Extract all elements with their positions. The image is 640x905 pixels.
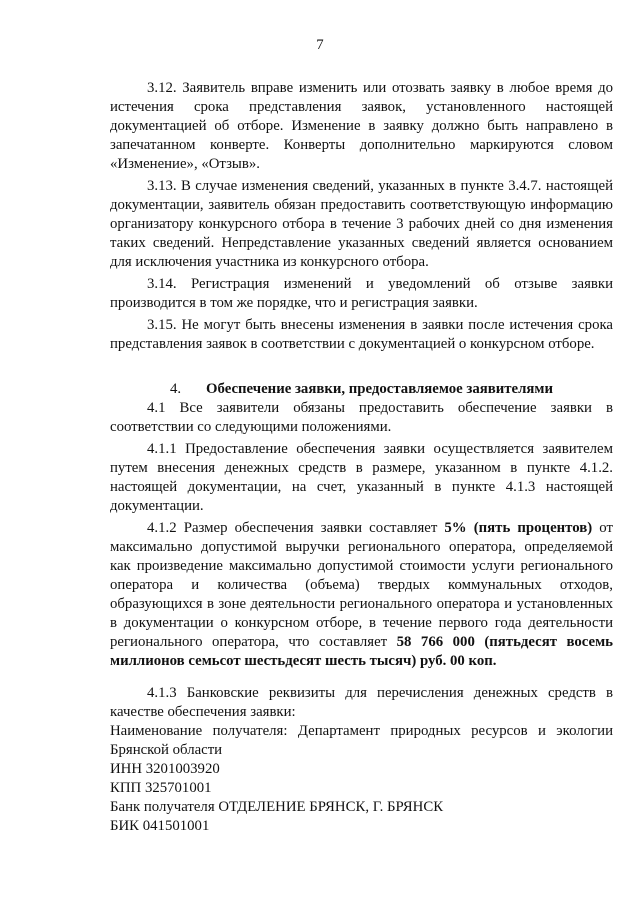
paragraph-3-14: 3.14. Регистрация изменений и уведомлений об отзыве заявки производится в том же порядке, что и регистрация заявки. <box>110 276 613 311</box>
paragraph-4-1-2-intro: 4.1.2 Размер обеспечения заявки составляет <box>147 520 445 536</box>
bank-line: Банк получателя ОТДЕЛЕНИЕ БРЯНСК, Г. БРЯНСК <box>110 799 444 815</box>
paragraph-4-1-3: 4.1.3 Банковские реквизиты для перечисления денежных средств в качестве обеспечения заявки: <box>110 685 613 720</box>
recipient-name: Наименование получателя: Департамент природных ресурсов и экологии Брянской области <box>110 723 613 758</box>
section-4-title: Обеспечение заявки, предоставляемое заявителями <box>206 381 554 397</box>
deposit-amount: 58 766 000 (пятьдесят восемь миллионов семьсот шестьдесят шесть тысяч) руб. 00 коп. <box>110 634 613 669</box>
deposit-percent: 5% (пять процентов) <box>444 520 593 536</box>
page-content <box>110 79 613 836</box>
paragraph-4-1-1: 4.1.1 Предоставление обеспечения заявки осуществляется заявителем путем внесения денежных средств в размере, указанном в пункте 4.1.2. настоящей документации, на счет, указанный в пункте 4.1.3 настоящей документации. <box>110 441 613 514</box>
page-number: 7 <box>316 37 324 53</box>
bik-line: БИК 041501001 <box>110 818 210 834</box>
paragraph-3-12: 3.12. Заявитель вправе изменить или отозвать заявку в любое время до истечения срока представления заявок, установленного настоящей документацией об отборе. Изменение в заявку должно быть направлено в запечатанном конверте. Конверты дополнительно маркируются словом «Изменение», «Отзыв». <box>110 80 613 172</box>
paragraph-3-13: 3.13. В случае изменения сведений, указанных в пункте 3.4.7. настоящей документации, заявитель обязан предоставить соответствующую информацию организатору конкурсного отбора в течение 3 рабочих дней со дня изменения таких сведений. Непредставление указанных сведений является основанием для исключения участника из конкурсного отбора. <box>110 178 613 270</box>
section-4-heading <box>110 380 613 399</box>
section-4-number: 4. <box>170 381 182 397</box>
inn-line: ИНН 3201003920 <box>110 761 220 777</box>
paragraph-4-1: 4.1 Все заявители обязаны предоставить обеспечение заявки в соответствии со следующими положениями. <box>110 400 613 435</box>
kpp-line: КПП 325701001 <box>110 780 212 796</box>
paragraph-4-1-2 <box>110 519 613 671</box>
paragraph-3-15: 3.15. Не могут быть внесены изменения в заявки после истечения срока представления заявок в соответствии с документацией о конкурсном отборе. <box>110 317 613 352</box>
paragraph-4-1-2-body: от максимально допустимой выручки регионального оператора, определяемой как произведение максимально допустимой стоимости услуги регионального оператора и количества (объема) твердых коммунальных отходов, образующихся в зоне деятельности регионального оператора и установленных в документации о конкурсном отборе, в течение первого года деятельности регионального оператора, что составляет <box>110 520 613 650</box>
